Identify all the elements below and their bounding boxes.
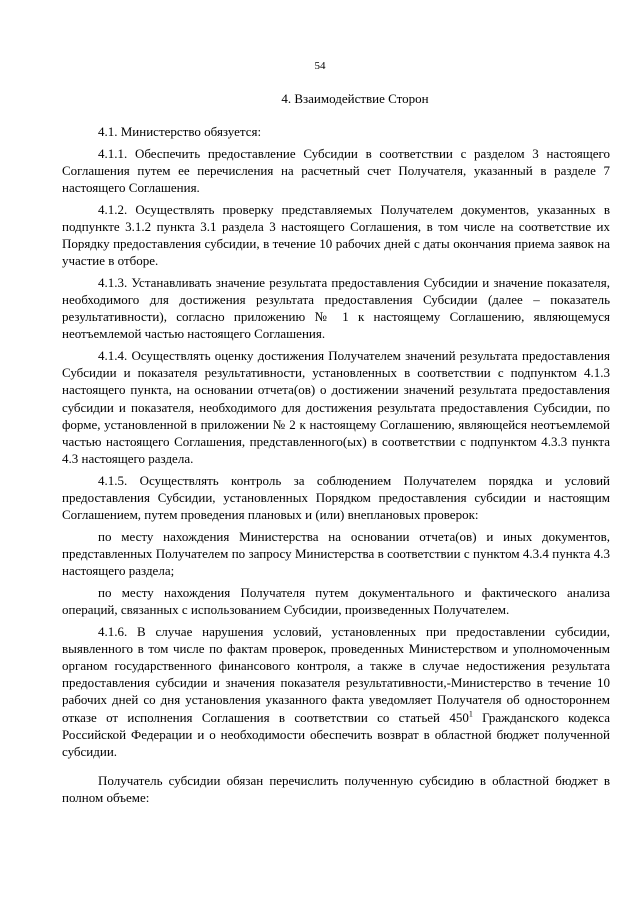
paragraph-text: 4.1.6. В случае нарушения условий, установленных при предоставлении субсидии, выявленного в том числе по фактам проверок, проведенных Министерством и уполномоченным органом государственного финансового контроля, а также в случае недостижения результата предоставления субсидии и значения показателя результативности,-Министерство в течение 10 рабочих дней со дня установления указанного факта уведомляет Получателя об одностороннем отказе от исполнения Соглашения в соответствии со статьей 450 [62, 623, 610, 725]
paragraph: 4.1. Министерство обязуется: [98, 124, 262, 139]
paragraph: 4.1.2. Осуществлять проверку представляемых Получателем документов, указанных в подпункте 3.1.2 пункта 3.1 раздела 3 настоящего Соглашения, в том числе на соответствие их Порядку предоставления субсидии, в течение 10 рабочих дней с даты окончания приема заявок на участие в отборе. [62, 201, 610, 269]
paragraph [62, 623, 610, 761]
paragraph: Получатель субсидии обязан перечислить полученную субсидию в областной бюджет в полном объеме: [62, 773, 610, 806]
paragraph: 4.1.4. Осуществлять оценку достижения Получателем значений результата предоставления Субсидии и показателя результативности, установленных в соответствии с подпунктом 4.1.3 настоящего пункта, на основании отчета(ов) о достижении значений результата предоставления субсидии и показателя, необходимого для достижения результата предоставления Субсидии, по форме, установленной в приложении № 2 к настоящему Соглашению, являющейся неотъемлемой частью настоящего Соглашения, представленного(ых) в соответствии с подпунктом 4.3.3 пункта 4.3 настоящего раздела. [62, 348, 610, 467]
section-title: 4. Взаимодействие Сторон [281, 91, 429, 106]
document-body [62, 123, 610, 811]
paragraph: по месту нахождения Получателя путем документального и фактического анализа операций, связанных с использованием Субсидии, произведенных Получателем. [62, 584, 610, 618]
paragraph: по месту нахождения Министерства на основании отчета(ов) и иных документов, представленных Получателем по запросу Министерства в соответствии с пунктом 4.3.4 пункта 4.3 настоящего раздела; [62, 528, 610, 579]
superscript: 1 [468, 709, 473, 719]
page-number: 54 [314, 60, 326, 72]
paragraph: 4.1.5. Осуществлять контроль за соблюдением Получателем порядка и условий предоставления Субсидии, установленных Порядком предоставления субсидии и настоящим Соглашением, путем проведения плановых и (или) внеплановых проверок: [62, 472, 610, 523]
paragraph: 4.1.1. Обеспечить предоставление Субсидии в соответствии с разделом 3 настоящего Соглашения путем ее перечисления на расчетный счет Получателя, указанный в разделе 7 настоящего Соглашения. [62, 145, 610, 195]
paragraph: 4.1.3. Устанавливать значение результата предоставления Субсидии и значение показателя, необходимого для достижения результата предоставления Субсидии (далее – показатель результативности), согласно приложению № 1 к настоящему Соглашению, являющемуся неотъемлемой частью настоящего Соглашения. [62, 274, 610, 342]
paragraph-text: Гражданского кодекса Российской Федерации и о необходимости обеспечить возврат в областной бюджет полученной субсидии. [62, 709, 610, 760]
